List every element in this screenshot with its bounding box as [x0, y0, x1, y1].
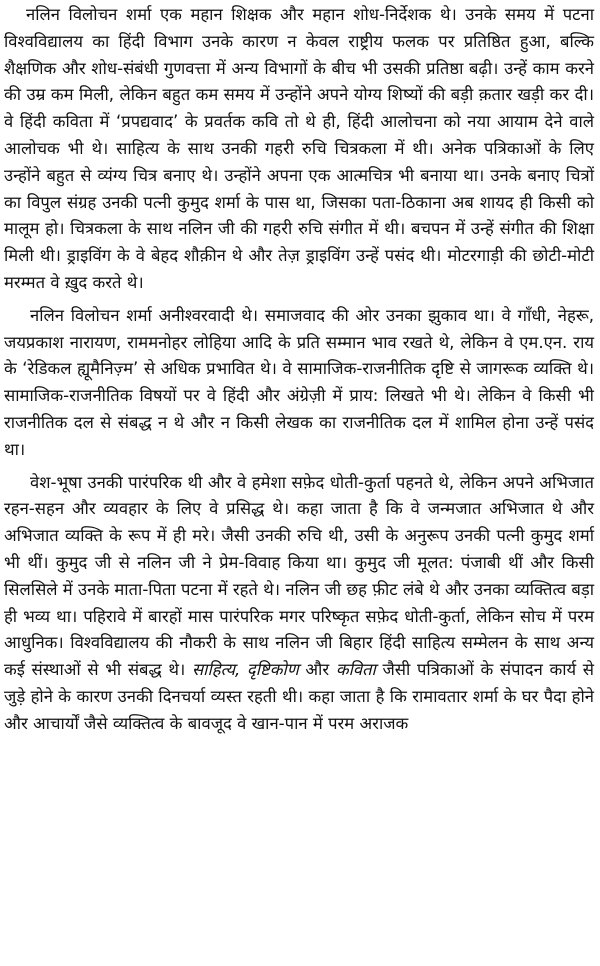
- paragraph-1: नलिन विलोचन शर्मा एक महान शिक्षक और महान शोध-निर्देशक थे। उनके समय में पटना विश्वविद्यालय का हिंदी विभाग उनके कारण न केवल राष्ट्रीय फलक पर प्रतिष्ठित हुआ, बल्कि शैक्षणिक और शोध-संबंधी गुणवत्ता में अन्य विभागों के बीच भी उसकी प्रतिष्ठा बढ़ी। उन्हें काम करने की उम्र कम मिली, लेकिन बहुत कम समय में उन्होंने अपने योग्य शिष्यों की बड़ी क़तार खड़ी कर दी। वे हिंदी कविता में ‘प्रपद्यवाद’ के प्रवर्तक कवि तो थे ही, हिंदी आलोचना को नया आयाम देने वाले आलोचक भी थे। साहित्य के साथ उनकी गहरी रुचि चित्रकला में थी। अनेक पत्रिकाओं के लिए उन्होंने बहुत से व्यंग्य चित्र बनाए थे। उन्होंने अपना एक आत्मचित्र भी बनाया था। उनके बनाए चित्रों का विपुल संग्रह उनकी पत्नी कुमुद शर्मा के पास था, जिसका पता-ठिकाना अब शायद ही किसी को मालूम हो। चित्रकला के साथ नलिन जी की गहरी रुचि संगीत में थी। बचपन में उन्हें संगीत की शिक्षा मिली थी। ड्राइविंग के वे बेहद शौक़ीन थे और तेज़ ड्राइविंग उन्हें पसंद थी। मोटरगाड़ी की छोटी-मोटी मरम्मत वे ख़ुद करते थे।: [4, 5, 594, 292]
- italic-journal-titles-1: साहित्य, दृष्टिकोण: [191, 660, 299, 680]
- paragraph-3-connector: और: [298, 660, 336, 680]
- paragraph-2: नलिन विलोचन शर्मा अनीश्वरवादी थे। समाजवाद की ओर उनका झुकाव था। वे गाँधी, नेहरू, जयप्रकाश नारायण, राममनोहर लोहिया आदि के प्रति सम्मान भाव रखते थे, लेकिन वे एम.एन. राय के ‘रेडिकल ह्यूमैनिज़्म’ से अधिक प्रभावित थे। वे सामाजिक-राजनीतिक दृष्टि से जागरूक व्यक्ति थे। सामाजिक-राजनीतिक विषयों पर वे हिंदी और अंग्रेज़ी में प्राय: लिखते भी थे। लेकिन वे किसी भी राजनीतिक दल से संबद्ध न थे और न किसी लेखक का राजनीतिक दल में शामिल होना उन्हें पसंद था।: [4, 305, 594, 459]
- italic-journal-title-2: कविता: [335, 660, 376, 680]
- paragraph-3-tail: जैसी पत्रिकाओं के संपादन कार्य से जुड़े होने के कारण उनकी दिनचर्या व्यस्त रहती थी। कहा जाता है कि रामावतार शर्मा के घर पैदा होने और आचार्यों जैसे व्यक्तित्व के बावजूद वे खान-पान में परम अराजक: [4, 660, 594, 733]
- paragraph-3: [4, 470, 594, 738]
- paragraph-3-text: वेश-भूषा उनकी पारंपरिक थी और वे हमेशा सफ़ेद धोती-कुर्ता पहनते थे, लेकिन अपने अभिजात रहन-सहन और व्यवहार के लिए वे प्रसिद्ध थे। कहा जाता है कि वे जन्मजात अभिजात थे और अभिजात व्यक्ति के रूप में ही मरे। जैसी उनकी रुचि थी, उसी के अनुरूप उनकी पत्नी कुमुद शर्मा भी थीं। कुमुद जी से नलिन जी ने प्रेम-विवाह किया था। कुमुद जी मूलत: पंजाबी थीं और किसी सिलसिले में उनके माता-पिता पटना में रहते थे। नलिन जी छह फ़ीट लंबे थे और उनका व्यक्तित्व बड़ा ही भव्य था। पहिरावे में बारहों मास पारंपरिक मगर परिष्कृत सफ़ेद धोती-कुर्ता, लेकिन सोच में परम आधुनिक। विश्वविद्यालय की नौकरी के साथ नलिन जी बिहार हिंदी साहित्य सम्मेलन के साथ अन्य कई संस्थाओं से भी संबद्ध थे।: [4, 472, 594, 680]
